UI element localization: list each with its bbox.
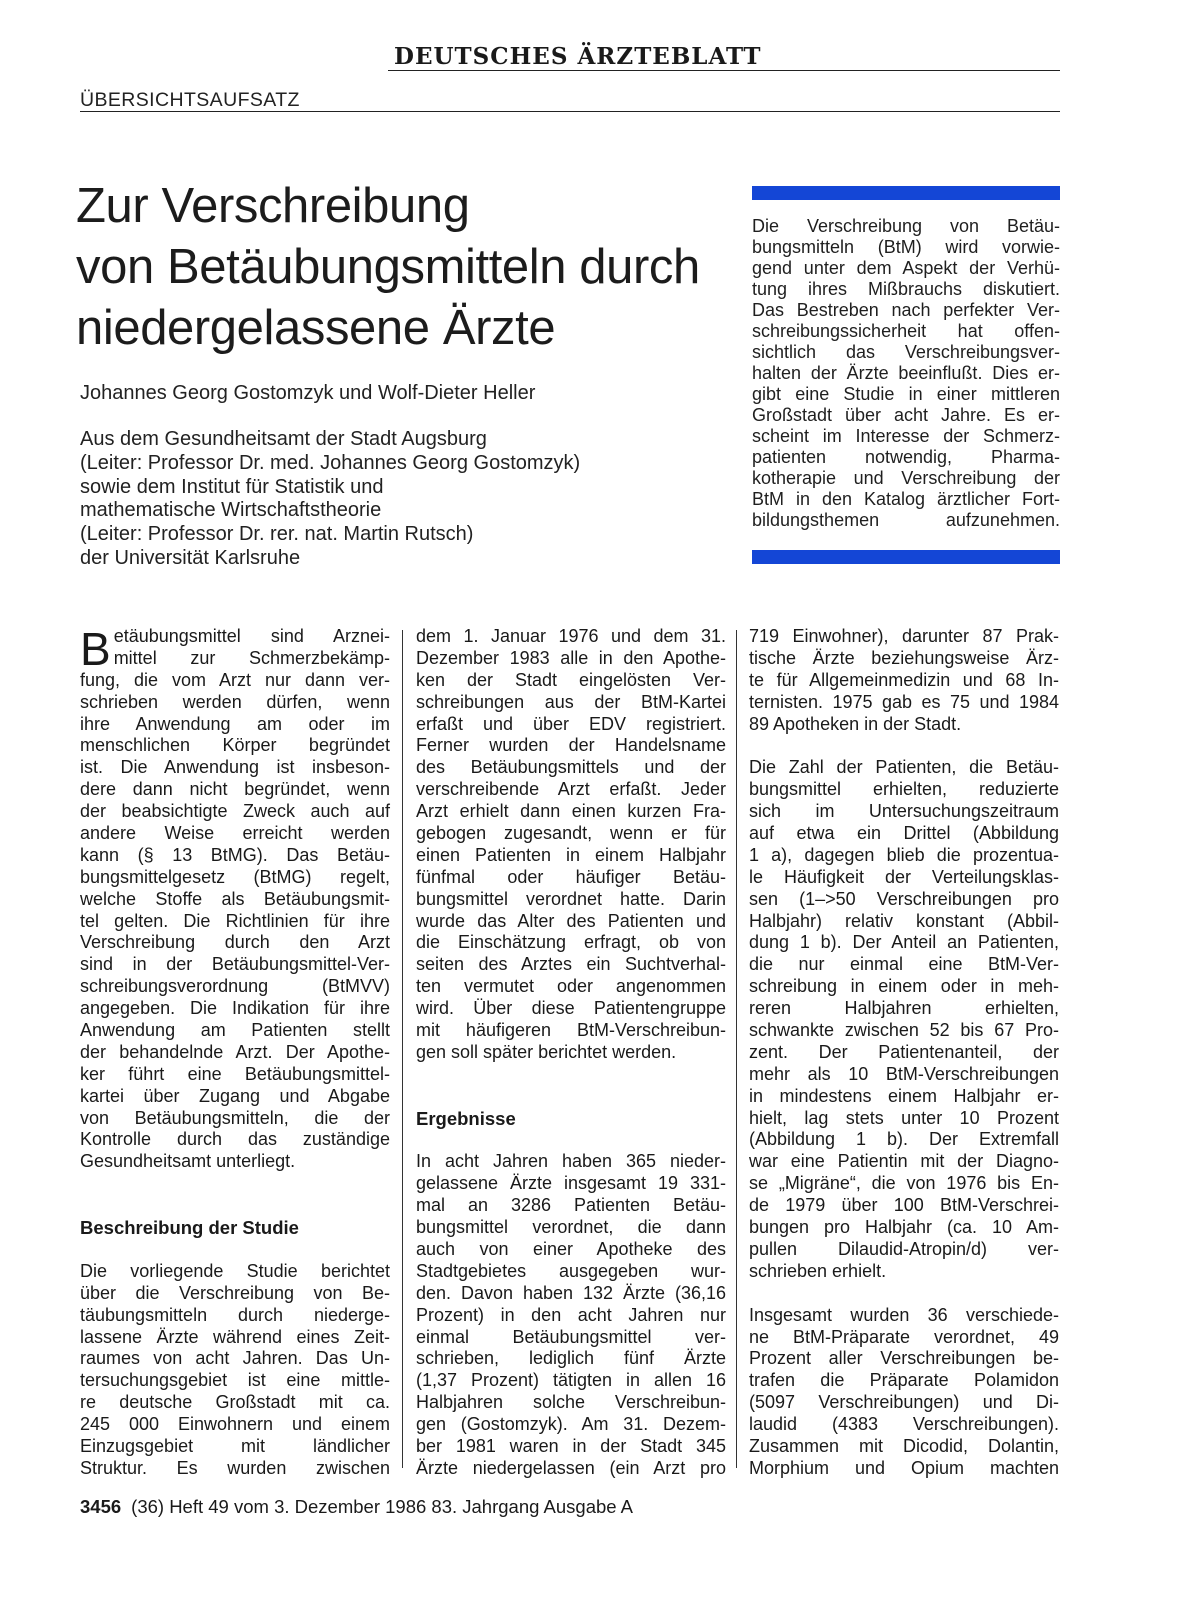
text-line: dung 1 b). Der Anteil an Patienten, — [749, 932, 1059, 953]
body-column-2 — [416, 626, 726, 1480]
text-line: ist. Die Anwendung ist insbeson- — [80, 757, 390, 778]
text-line: reren Halbjahren erhielten, — [749, 998, 1059, 1019]
abstract-line: scheint im Interesse der Schmerz- — [752, 426, 1060, 446]
text-line: zent. Der Patientenanteil, der — [749, 1041, 1059, 1062]
text-line: schrieben, lediglich fünf Ärzte — [416, 1348, 726, 1369]
text-line: In acht Jahren haben 365 nieder- — [416, 1151, 726, 1172]
text-line: bungsmittel verordnet hatte. Darin — [416, 888, 726, 909]
text-line: trafen die Präparate Polamidon — [749, 1370, 1059, 1391]
abstract-bar-bottom — [752, 550, 1060, 564]
text-line: schreibungen aus der BtM-Kartei — [416, 691, 726, 712]
text-line: Prozent aller Verschreibungen be- — [749, 1348, 1059, 1369]
text-line: le Häufigkeit der Verteilungsklas- — [749, 866, 1059, 887]
text-line: schrieben erhielt. — [749, 1260, 887, 1281]
text-line: sind in der Betäubungsmittel-Ver- — [80, 954, 390, 975]
abstract-line: tung ihres Mißbrauchs diskutiert. — [752, 279, 1060, 299]
text-line: Halbjahr) relativ konstant (Abbil- — [749, 910, 1059, 931]
text-line: der behandelnde Arzt. Der Apothe- — [80, 1041, 390, 1062]
text-line: schreibungsverordnung (BtMVV) — [80, 976, 390, 997]
text-line: bungsmittelgesetz (BtMG) regelt, — [80, 866, 390, 887]
masthead-rule-top — [388, 70, 1060, 71]
authors: Johannes Georg Gostomzyk und Wolf-Dieter Heller — [80, 382, 536, 404]
text-line: Morphium und Opium machten — [749, 1457, 1059, 1478]
text-line: 719 Einwohner), darunter 87 Prak- — [749, 626, 1059, 646]
title-line: Zur Verschreibung — [76, 179, 470, 233]
text-line: kann (§ 13 BtMG). Das Betäu- — [80, 844, 390, 865]
text-line: einmal Betäubungsmittel ver- — [416, 1326, 726, 1347]
text-line: über die Verschreibung von Be- — [80, 1282, 390, 1303]
text-line: Prozent) in den acht Jahren nur — [416, 1304, 726, 1325]
text-line: gen (Gostomzyk). Am 31. Dezem- — [416, 1414, 726, 1435]
abstract-line: gibt eine Studie in einer mittleren — [752, 384, 1060, 404]
text-line: erfaßt und über EDV registriert. — [416, 713, 726, 734]
text-line: Einzugsgebiet mit ländlicher — [80, 1435, 390, 1456]
text-line: 89 Apotheken in der Stadt. — [749, 713, 962, 734]
body-column-3 — [749, 626, 1059, 1480]
drop-cap: B — [80, 623, 111, 675]
affiliation-line: mathematische Wirtschaftstheorie — [80, 499, 382, 522]
abstract-line: halten der Ärzte beeinflußt. Dies er- — [752, 363, 1060, 383]
text-line: dem 1. Januar 1976 und dem 31. — [416, 626, 726, 646]
affiliation-line: der Universität Karlsruhe — [80, 546, 301, 569]
abstract — [752, 216, 1060, 531]
title-line: niedergelassene Ärzte — [76, 301, 556, 355]
text-line: Ärzte niedergelassen (ein Arzt pro — [416, 1457, 726, 1478]
text-line: war eine Patientin mit der Diagno- — [749, 1151, 1059, 1172]
affiliation-line: Aus dem Gesundheitsamt der Stadt Augsburg — [80, 428, 487, 450]
abstract-line: gend unter dem Aspekt der Verhü- — [752, 258, 1060, 278]
text-line: re deutsche Großstadt mit ca. — [80, 1392, 390, 1413]
text-line: mehr als 10 BtM-Verschreibungen — [749, 1063, 1059, 1084]
article-title — [76, 176, 776, 359]
text-line: mittel zur Schmerzbekämp- — [113, 647, 390, 668]
column-divider — [736, 630, 737, 1468]
text-line: ternisten. 1975 gab es 75 und 1984 — [749, 691, 1059, 712]
text-line: angegeben. Die Indikation für ihre — [80, 998, 390, 1019]
text-line: schwankte zwischen 52 bis 67 Pro- — [749, 1020, 1059, 1041]
text-line: tische Ärzte beziehungsweise Ärz- — [749, 647, 1059, 668]
text-line: Struktur. Es wurden zwischen — [80, 1457, 390, 1478]
abstract-line: sichtlich das Verschreibungsver- — [752, 342, 1060, 362]
affiliation — [80, 428, 580, 571]
text-line: sen (1–>50 Verschreibungen pro — [749, 888, 1059, 909]
text-line: wurde das Alter des Patienten und — [416, 910, 726, 931]
paragraph-gap — [416, 1129, 726, 1151]
text-line: des Betäubungsmittels und der — [416, 757, 726, 778]
text-line: Halbjahren solche Verschreibun- — [416, 1392, 726, 1413]
paragraph-gap — [80, 1239, 390, 1261]
text-line: schrieben werden dürfen, wenn — [80, 691, 390, 712]
text-line: (Abbildung 1 b). Der Extremfall — [749, 1129, 1059, 1150]
issue-info: (36) Heft 49 vom 3. Dezember 1986 83. Jahrgang Ausgabe A — [131, 1496, 634, 1517]
text-line: sich im Untersuchungszeitraum — [749, 801, 1059, 822]
text-line: wird. Über diese Patientengruppe — [416, 998, 726, 1019]
text-line: gebogen zugesandt, wenn er für — [416, 823, 726, 844]
text-line: Die vorliegende Studie berichtet — [80, 1260, 390, 1281]
text-line: Stadtgebietes ausgegeben wur- — [416, 1260, 726, 1281]
text-line: fünfmal oder häufiger Betäu- — [416, 866, 726, 887]
text-line: ken der Stadt eingelösten Ver- — [416, 669, 726, 690]
text-line: lassene Ärzte während eines Zeit- — [80, 1326, 390, 1347]
section-heading: Beschreibung der Studie — [80, 1217, 299, 1239]
text-line: Arzt erhielt dann einen kurzen Fra- — [416, 801, 726, 822]
column-divider — [402, 630, 403, 1468]
text-line: täubungsmitteln durch niederge- — [80, 1304, 390, 1325]
paragraph-gap — [416, 1064, 726, 1086]
text-line: bungen pro Halbjahr (ca. 10 Am- — [749, 1217, 1059, 1238]
paragraph-gap — [749, 735, 1059, 757]
abstract-line: Die Verschreibung von Betäu- — [752, 216, 1060, 236]
text-line: Anwendung am Patienten stellt — [80, 1020, 390, 1041]
affiliation-line: sowie dem Institut für Statistik und — [80, 475, 384, 498]
abstract-line: BtM in den Katalog ärztlicher Fort- — [752, 489, 1060, 509]
paragraph-gap — [80, 1195, 390, 1217]
text-line: se „Migräne“, die von 1976 bis En- — [749, 1173, 1059, 1194]
abstract-line: bildungsthemen aufzunehmen. — [752, 510, 1060, 530]
text-line: auf etwa ein Drittel (Abbildung — [749, 823, 1059, 844]
text-line: dere dann nicht begründet, wenn — [80, 779, 390, 800]
text-line: Ferner wurden der Handelsname — [416, 735, 726, 756]
page-number: 3456 — [80, 1496, 122, 1517]
affiliation-line: (Leiter: Professor Dr. rer. nat. Martin Rutsch) — [80, 523, 474, 546]
text-line: raumes von acht Jahren. Das Un- — [80, 1348, 390, 1369]
text-line: te für Allgemeinmedizin und 68 In- — [749, 669, 1059, 690]
text-line: seiten des Arztes ein Suchtverhal- — [416, 954, 726, 975]
text-line: fung, die vom Arzt nur dann ver- — [80, 669, 390, 690]
text-line: (5097 Verschreibungen) und Di- — [749, 1392, 1059, 1413]
text-line: der beabsichtigte Zweck auch auf — [80, 801, 390, 822]
text-line: Die Zahl der Patienten, die Betäu- — [749, 757, 1059, 778]
text-line: auch von einer Apotheke des — [416, 1238, 726, 1259]
text-line: mal an 3286 Patienten Betäu- — [416, 1195, 726, 1216]
text-line: 245 000 Einwohnern und einem — [80, 1414, 390, 1435]
section-heading: Ergebnisse — [416, 1107, 516, 1129]
text-line: welche Stoffe als Betäubungsmit- — [80, 888, 390, 909]
abstract-line: kotherapie und Verschreibung der — [752, 468, 1060, 488]
text-line: bungsmittel erhielten, reduzierte — [749, 779, 1059, 800]
abstract-line: patienten notwendig, Pharma- — [752, 447, 1060, 467]
text-line: Zusammen mit Dicodid, Dolantin, — [749, 1435, 1059, 1456]
text-line: in mindestens einem Halbjahr er- — [749, 1085, 1059, 1106]
abstract-line: bungsmitteln (BtM) wird vorwie- — [752, 237, 1060, 257]
text-line: menschlichen Körper begründet — [80, 735, 390, 756]
text-line: gelassene Ärzte insgesamt 19 331- — [416, 1173, 726, 1194]
text-line: kartei über Zugang und Abgabe — [80, 1085, 390, 1106]
text-line: ker führt eine Betäubungsmittel- — [80, 1063, 390, 1084]
text-line: 1 a), dagegen blieb die prozentua- — [749, 844, 1059, 865]
section-label: ÜBERSICHTSAUFSATZ — [80, 89, 300, 111]
text-line: Insgesamt wurden 36 verschiede- — [749, 1304, 1059, 1325]
abstract-line: schreibungssicherheit hat offen- — [752, 321, 1060, 341]
title-line: von Betäubungsmitteln durch — [76, 240, 700, 294]
body-column-1 — [80, 623, 390, 1480]
abstract-line: Das Bestreben nach perfekter Ver- — [752, 300, 1060, 320]
text-line: tel gelten. Die Richtlinien für ihre — [80, 910, 390, 931]
text-line: einen Patienten in einem Halbjahr — [416, 844, 726, 865]
text-line: hielt, lag stets unter 10 Prozent — [749, 1107, 1059, 1128]
text-line: die Einschätzung erfragt, ob von — [416, 932, 726, 953]
page-footer — [80, 1496, 633, 1518]
masthead: DEUTSCHES ÄRZTEBLATT — [394, 43, 762, 70]
text-line: andere Weise erreicht werden — [80, 823, 390, 844]
text-line: verschreibende Arzt erfaßt. Jeder — [416, 779, 726, 800]
text-line: pullen Dilaudid-Atropin/d) ver- — [749, 1238, 1059, 1259]
paragraph-gap — [416, 1086, 726, 1108]
text-line: schreibung in einem oder in meh- — [749, 976, 1059, 997]
section-rule — [80, 111, 1060, 112]
text-line: Verschreibung durch den Arzt — [80, 932, 390, 953]
text-line: Gesundheitsamt unterliegt. — [80, 1151, 296, 1172]
text-line: etäubungsmittel sind Arznei- — [113, 626, 390, 646]
paragraph-gap — [749, 1283, 1059, 1305]
text-line: bungsmittel verordnet, die dann — [416, 1217, 726, 1238]
text-line: Dezember 1983 alle in den Apothe- — [416, 647, 726, 668]
text-line: (1,37 Prozent) tätigten in allen 16 — [416, 1370, 726, 1391]
text-line: ihre Anwendung am oder im — [80, 713, 390, 734]
text-line: ne BtM-Präparate verordnet, 49 — [749, 1326, 1059, 1347]
text-line: ber 1981 waren in der Stadt 345 — [416, 1435, 726, 1456]
abstract-line: Großstadt über acht Jahre. Es er- — [752, 405, 1060, 425]
text-line: von Betäubungsmitteln, die der — [80, 1107, 390, 1128]
text-line: den. Davon haben 132 Ärzte (36,16 — [416, 1282, 726, 1303]
text-line: Kontrolle durch das zuständige — [80, 1129, 390, 1150]
text-line: tersuchungsgebiet ist eine mittle- — [80, 1370, 390, 1391]
text-line: mit häufigeren BtM-Verschreibun- — [416, 1020, 726, 1041]
text-line: die nur einmal eine BtM-Ver- — [749, 954, 1059, 975]
text-line: gen soll später berichtet werden. — [416, 1041, 677, 1062]
text-line: de 1979 über 100 BtM-Verschrei- — [749, 1195, 1059, 1216]
paragraph-gap — [80, 1173, 390, 1195]
affiliation-line: (Leiter: Professor Dr. med. Johannes Georg Gostomzyk) — [80, 451, 581, 474]
paragraph — [80, 623, 390, 1173]
text-line: ten vermutet oder angenommen — [416, 976, 726, 997]
abstract-bar-top — [752, 186, 1060, 200]
text-line: laudid (4383 Verschreibungen). — [749, 1414, 1059, 1435]
